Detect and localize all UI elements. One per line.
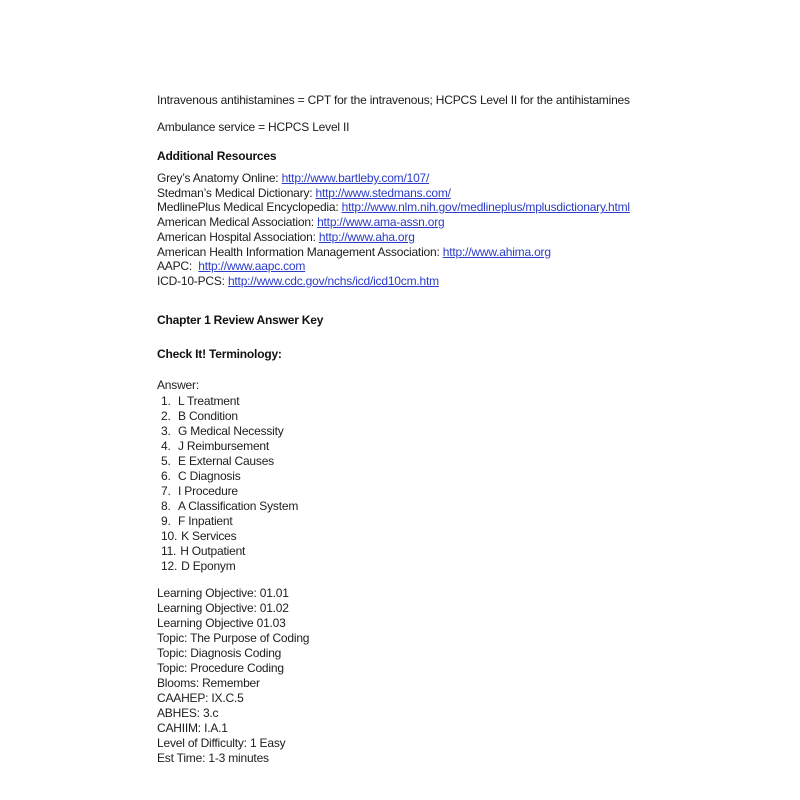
answer-item [161,454,677,469]
answer-item [161,409,677,424]
answer-number: 11. [161,544,177,558]
answer-item [161,439,677,454]
answer-number: 4. [161,439,171,453]
answer-text: C Diagnosis [178,469,241,483]
answer-item [161,394,677,409]
resource-url-link[interactable]: http://www.aha.org [318,229,415,244]
answer-list [157,394,677,574]
answer-item [161,529,677,544]
answer-number: 10. [161,529,178,543]
terminology-heading: Check It! Terminology: [157,347,282,361]
resource-link-row [157,259,677,274]
resource-label: American Medical Association: [157,215,318,230]
objective-line: ABHES: 3.c [157,706,219,720]
answer-text: H Outpatient [180,544,246,558]
objective-line: Topic: Procedure Coding [157,661,284,675]
answer-text: G Medical Necessity [178,424,284,438]
objective-line: CAAHEP: IX.C.5 [157,691,244,705]
answer-item [161,484,677,499]
resource-url-link[interactable]: http://www.ama-assn.org [317,215,445,230]
objective-line: Learning Objective 01.03 [157,616,286,630]
intro-paragraph-1: Intravenous antihistamines = CPT for the intravenous; HCPCS Level II for the antihistamines [157,93,630,107]
resource-url-link[interactable]: http://www.bartleby.com/107/ [281,171,430,185]
answer-text: L Treatment [178,394,240,408]
answer-number: 12. [161,559,178,573]
resource-url-link[interactable]: http://www.ahima.org [442,244,551,259]
answer-number: 7. [161,484,171,498]
objectives-block [157,586,677,766]
answer-number: 8. [161,499,171,513]
answer-item [161,499,677,514]
answer-number: 1. [161,394,171,408]
answer-item [161,559,677,574]
objective-line: Topic: Diagnosis Coding [157,646,282,660]
answer-section [157,378,677,574]
answer-text: I Procedure [178,484,238,498]
answer-number: 5. [161,454,171,468]
answer-item [161,424,677,439]
resource-label: Stedman’s Medical Dictionary: [157,185,316,200]
answer-text: A Classification System [178,499,299,513]
answer-item [161,544,677,559]
resource-label: ICD-10-PCS: [157,273,228,288]
answer-text: B Condition [178,409,238,423]
objective-line: Topic: The Purpose of Coding [157,631,310,645]
objective-line: Est Time: 1-3 minutes [157,751,269,765]
objective-line: Learning Objective: 01.02 [157,601,289,615]
objective-line: CAHIIM: I.A.1 [157,721,228,735]
resource-label: AAPC: [157,259,199,274]
answer-number: 9. [161,514,171,528]
resource-url-link[interactable]: http://www.aapc.com [198,259,306,274]
resource-link-row [157,200,677,215]
chapter-review-heading: Chapter 1 Review Answer Key [157,313,324,327]
resource-label: American Hospital Association: [157,229,319,244]
resource-link-row [157,171,677,186]
resource-links [157,171,677,289]
resource-url-link[interactable]: http://www.cdc.gov/nchs/icd/icd10cm.htm [227,273,439,288]
answer-text: K Services [181,529,237,543]
answer-number: 6. [161,469,171,483]
intro-paragraph-2: Ambulance service = HCPCS Level II [157,120,350,134]
resource-link-row [157,230,677,245]
answer-number: 2. [161,409,171,423]
objective-line: Blooms: Remember [157,676,260,690]
resource-link-row [157,274,677,289]
resource-url-link[interactable]: http://www.stedmans.com/ [315,185,451,200]
objective-line: Learning Objective: 01.01 [157,586,289,600]
resource-url-link[interactable]: http://www.nlm.nih.gov/medlineplus/mplusdictionary.html [341,200,630,215]
answer-text: J Reimbursement [178,439,270,453]
objective-line: Level of Difficulty: 1 Easy [157,736,286,750]
resource-label: MedlinePlus Medical Encyclopedia: [157,200,342,215]
answer-text: E External Causes [178,454,274,468]
answer-text: D Eponym [181,559,236,573]
answer-item [161,469,677,484]
resource-link-row [157,215,677,230]
resource-label: American Health Information Management Association: [157,244,443,259]
answer-label: Answer: [157,378,199,392]
answer-number: 3. [161,424,171,438]
additional-resources-heading: Additional Resources [157,149,277,163]
resource-link-row [157,186,677,201]
resource-label: Grey’s Anatomy Online: [157,171,282,185]
resource-link-row [157,245,677,260]
answer-text: F Inpatient [178,514,233,528]
answer-item [161,514,677,529]
